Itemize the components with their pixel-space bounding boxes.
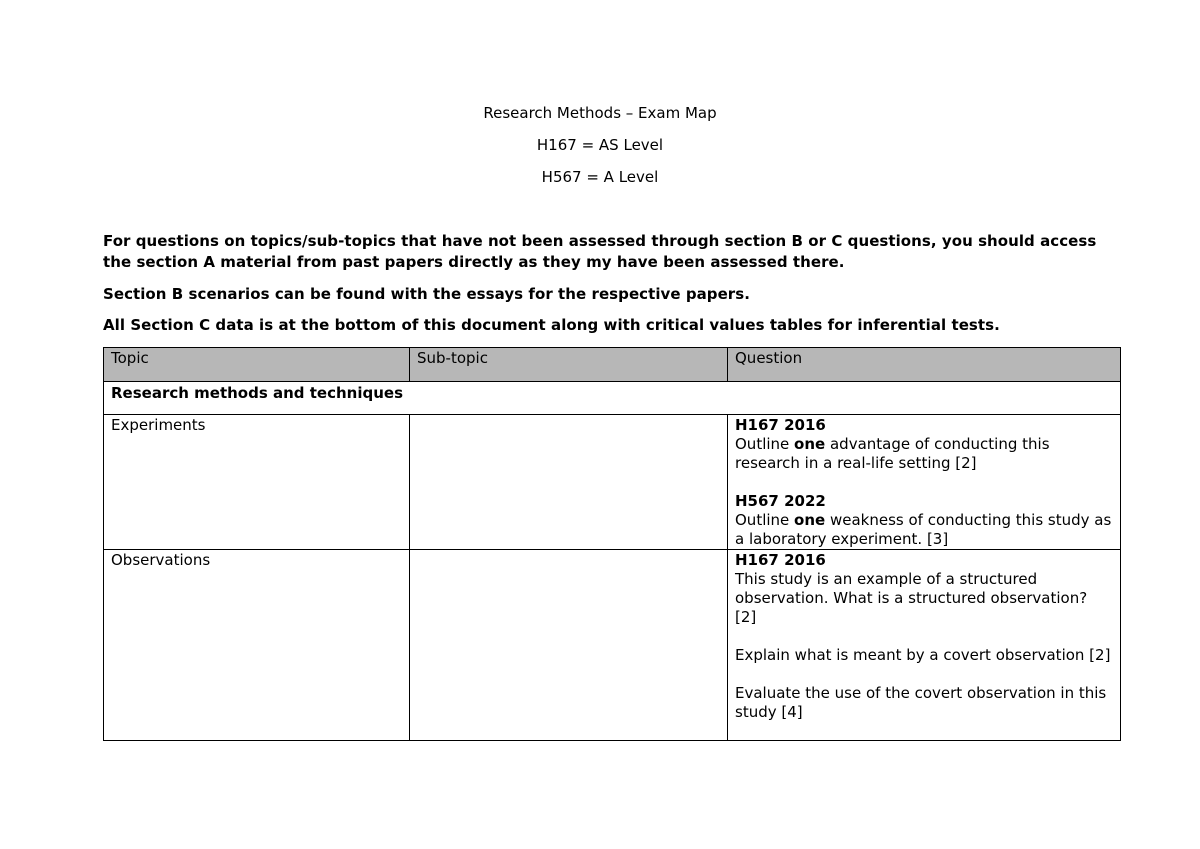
question-text: Outline one advantage of conducting this research in a real-life setting [2] xyxy=(735,435,1050,472)
exam-map-table xyxy=(103,347,1121,741)
question-text: Outline one weakness of conducting this study as a laboratory experiment. [3] xyxy=(735,511,1112,548)
subtopic-cell xyxy=(410,550,728,741)
topic-label: Observations xyxy=(111,551,211,569)
question-cell xyxy=(728,550,1121,741)
a-level-line: H567 = A Level xyxy=(541,168,659,186)
intro-paragraph-1: For questions on topics/sub-topics that have not been assessed through section B or C questions, you should access the section A material from past papers directly as they my have been assessed there. xyxy=(103,232,1097,271)
question-block xyxy=(735,416,1113,473)
topic-label: Experiments xyxy=(111,416,206,434)
topic-cell xyxy=(104,550,410,741)
question-block xyxy=(735,551,1113,722)
column-header-question: Question xyxy=(728,348,1121,382)
question-paper-code: H167 2016 xyxy=(735,416,826,434)
column-header-topic: Topic xyxy=(104,348,410,382)
page-title: Research Methods – Exam Map xyxy=(483,104,717,122)
table-header-row xyxy=(104,348,1121,382)
topic-cell xyxy=(104,415,410,550)
question-text: Explain what is meant by a covert observation [2] xyxy=(735,646,1111,664)
section-heading-row xyxy=(104,382,1121,415)
column-header-subtopic: Sub-topic xyxy=(410,348,728,382)
question-paper-code: H167 2016 xyxy=(735,551,826,569)
question-block xyxy=(735,492,1113,549)
subtopic-cell xyxy=(410,415,728,550)
question-paper-code: H567 2022 xyxy=(735,492,826,510)
question-text: Evaluate the use of the covert observation in this study [4] xyxy=(735,684,1107,721)
question-text: This study is an example of a structured observation. What is a structured observation? [2] xyxy=(735,570,1088,626)
question-cell xyxy=(728,415,1121,550)
intro-paragraph-2: Section B scenarios can be found with the essays for the respective papers. xyxy=(103,285,750,303)
section-heading: Research methods and techniques xyxy=(104,382,1121,415)
table-row xyxy=(104,415,1121,550)
table-row xyxy=(104,550,1121,741)
as-level-line: H167 = AS Level xyxy=(536,136,664,154)
intro-paragraph-3: All Section C data is at the bottom of this document along with critical values tables for inferential tests. xyxy=(103,316,1000,334)
